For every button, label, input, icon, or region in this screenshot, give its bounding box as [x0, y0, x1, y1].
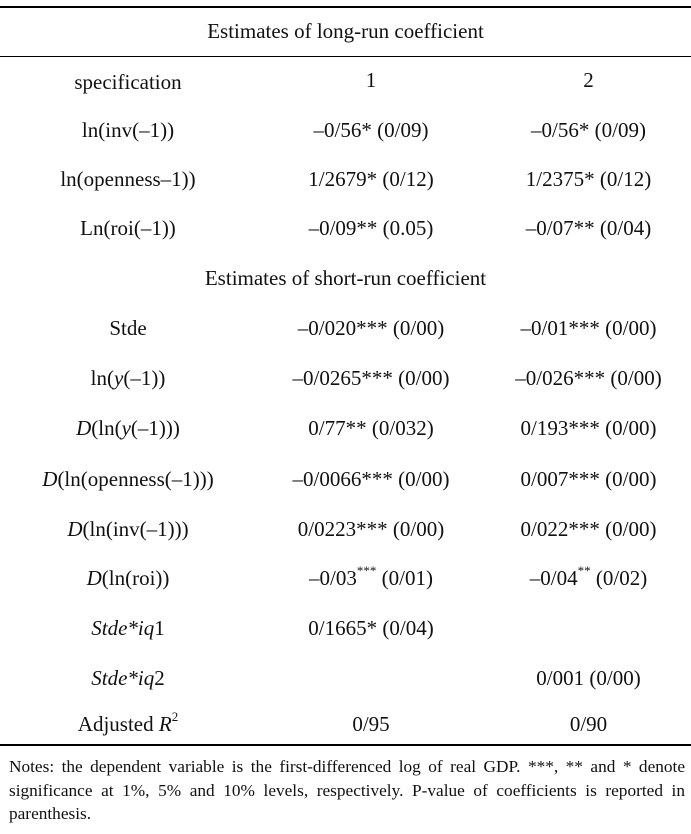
- bottom-rule: [0, 744, 691, 746]
- row-value-col1: 0/95: [352, 712, 390, 736]
- row-label: ln(inv(–1)): [81, 118, 175, 142]
- row-value-col2: –0/04** (0/02): [529, 563, 648, 590]
- row-value-col2: 0/007*** (0/00): [520, 467, 657, 491]
- row-value-col1: –0/020*** (0/00): [297, 316, 445, 340]
- row-label: D(ln(openness(–1))): [42, 467, 214, 491]
- row-value-col2: 0/90: [569, 712, 608, 736]
- row-value-col1: –0/0265*** (0/00): [292, 366, 450, 390]
- row-label: ln(y(–1)): [90, 366, 166, 390]
- row-value-col2: 0/193*** (0/00): [520, 416, 657, 440]
- row-label: Stde: [109, 316, 147, 340]
- row-value-col1: –0/0066*** (0/00): [292, 467, 450, 491]
- row-value-col2: –0/01*** (0/00): [520, 316, 657, 340]
- row-value-col1: –0/09** (0.05): [308, 216, 434, 240]
- row-value-col1: –0/56* (0/09): [313, 118, 429, 142]
- col1-header: 1: [365, 68, 377, 92]
- row-value-col1: 1/2679* (0/12): [308, 167, 434, 191]
- col2-header: 2: [583, 68, 594, 92]
- long-run-title: Estimates of long-run coefficient: [207, 19, 484, 43]
- spec-header: specification: [74, 70, 182, 94]
- row-value-col2: –0/07** (0/04): [525, 216, 652, 240]
- long-run-title-rule: [0, 56, 691, 57]
- row-value-col2: –0/56* (0/09): [531, 118, 646, 142]
- row-label: D(ln(roi)): [86, 566, 170, 590]
- row-label: ln(openness–1)): [60, 167, 196, 191]
- row-value-col1: 0/1665* (0/04): [308, 616, 434, 640]
- row-label: D(ln(inv(–1))): [67, 517, 189, 541]
- row-label: Stde*iq1: [91, 616, 165, 640]
- row-value-col1: –0/03*** (0/01): [309, 563, 433, 590]
- row-value-col1: 0/77** (0/032): [308, 416, 434, 440]
- row-label: Adjusted $R^2$: [77, 709, 179, 736]
- row-label: D(ln(y(–1))): [76, 416, 180, 440]
- row-value-col2: 1/2375* (0/12): [525, 167, 652, 191]
- row-value-col2: 0/022*** (0/00): [520, 517, 657, 541]
- table-notes: Notes: the dependent variable is the first-differenced log of real GDP. ***, ** and * denote significance at 1%, 5% and 10% levels, respectively. P-value of coefficients is reported in parenthesis.: [9, 757, 685, 823]
- short-run-title: Estimates of short-run coefficient: [204, 266, 487, 290]
- row-value-col1: 0/0223*** (0/00): [297, 517, 445, 541]
- row-value-col2: 0/001 (0/00): [536, 666, 641, 690]
- row-label: Ln(roi(–1)): [80, 216, 176, 240]
- top-rule: [0, 6, 691, 8]
- row-label: Stde*iq2: [91, 666, 165, 690]
- row-value-col2: –0/026*** (0/00): [515, 366, 662, 390]
